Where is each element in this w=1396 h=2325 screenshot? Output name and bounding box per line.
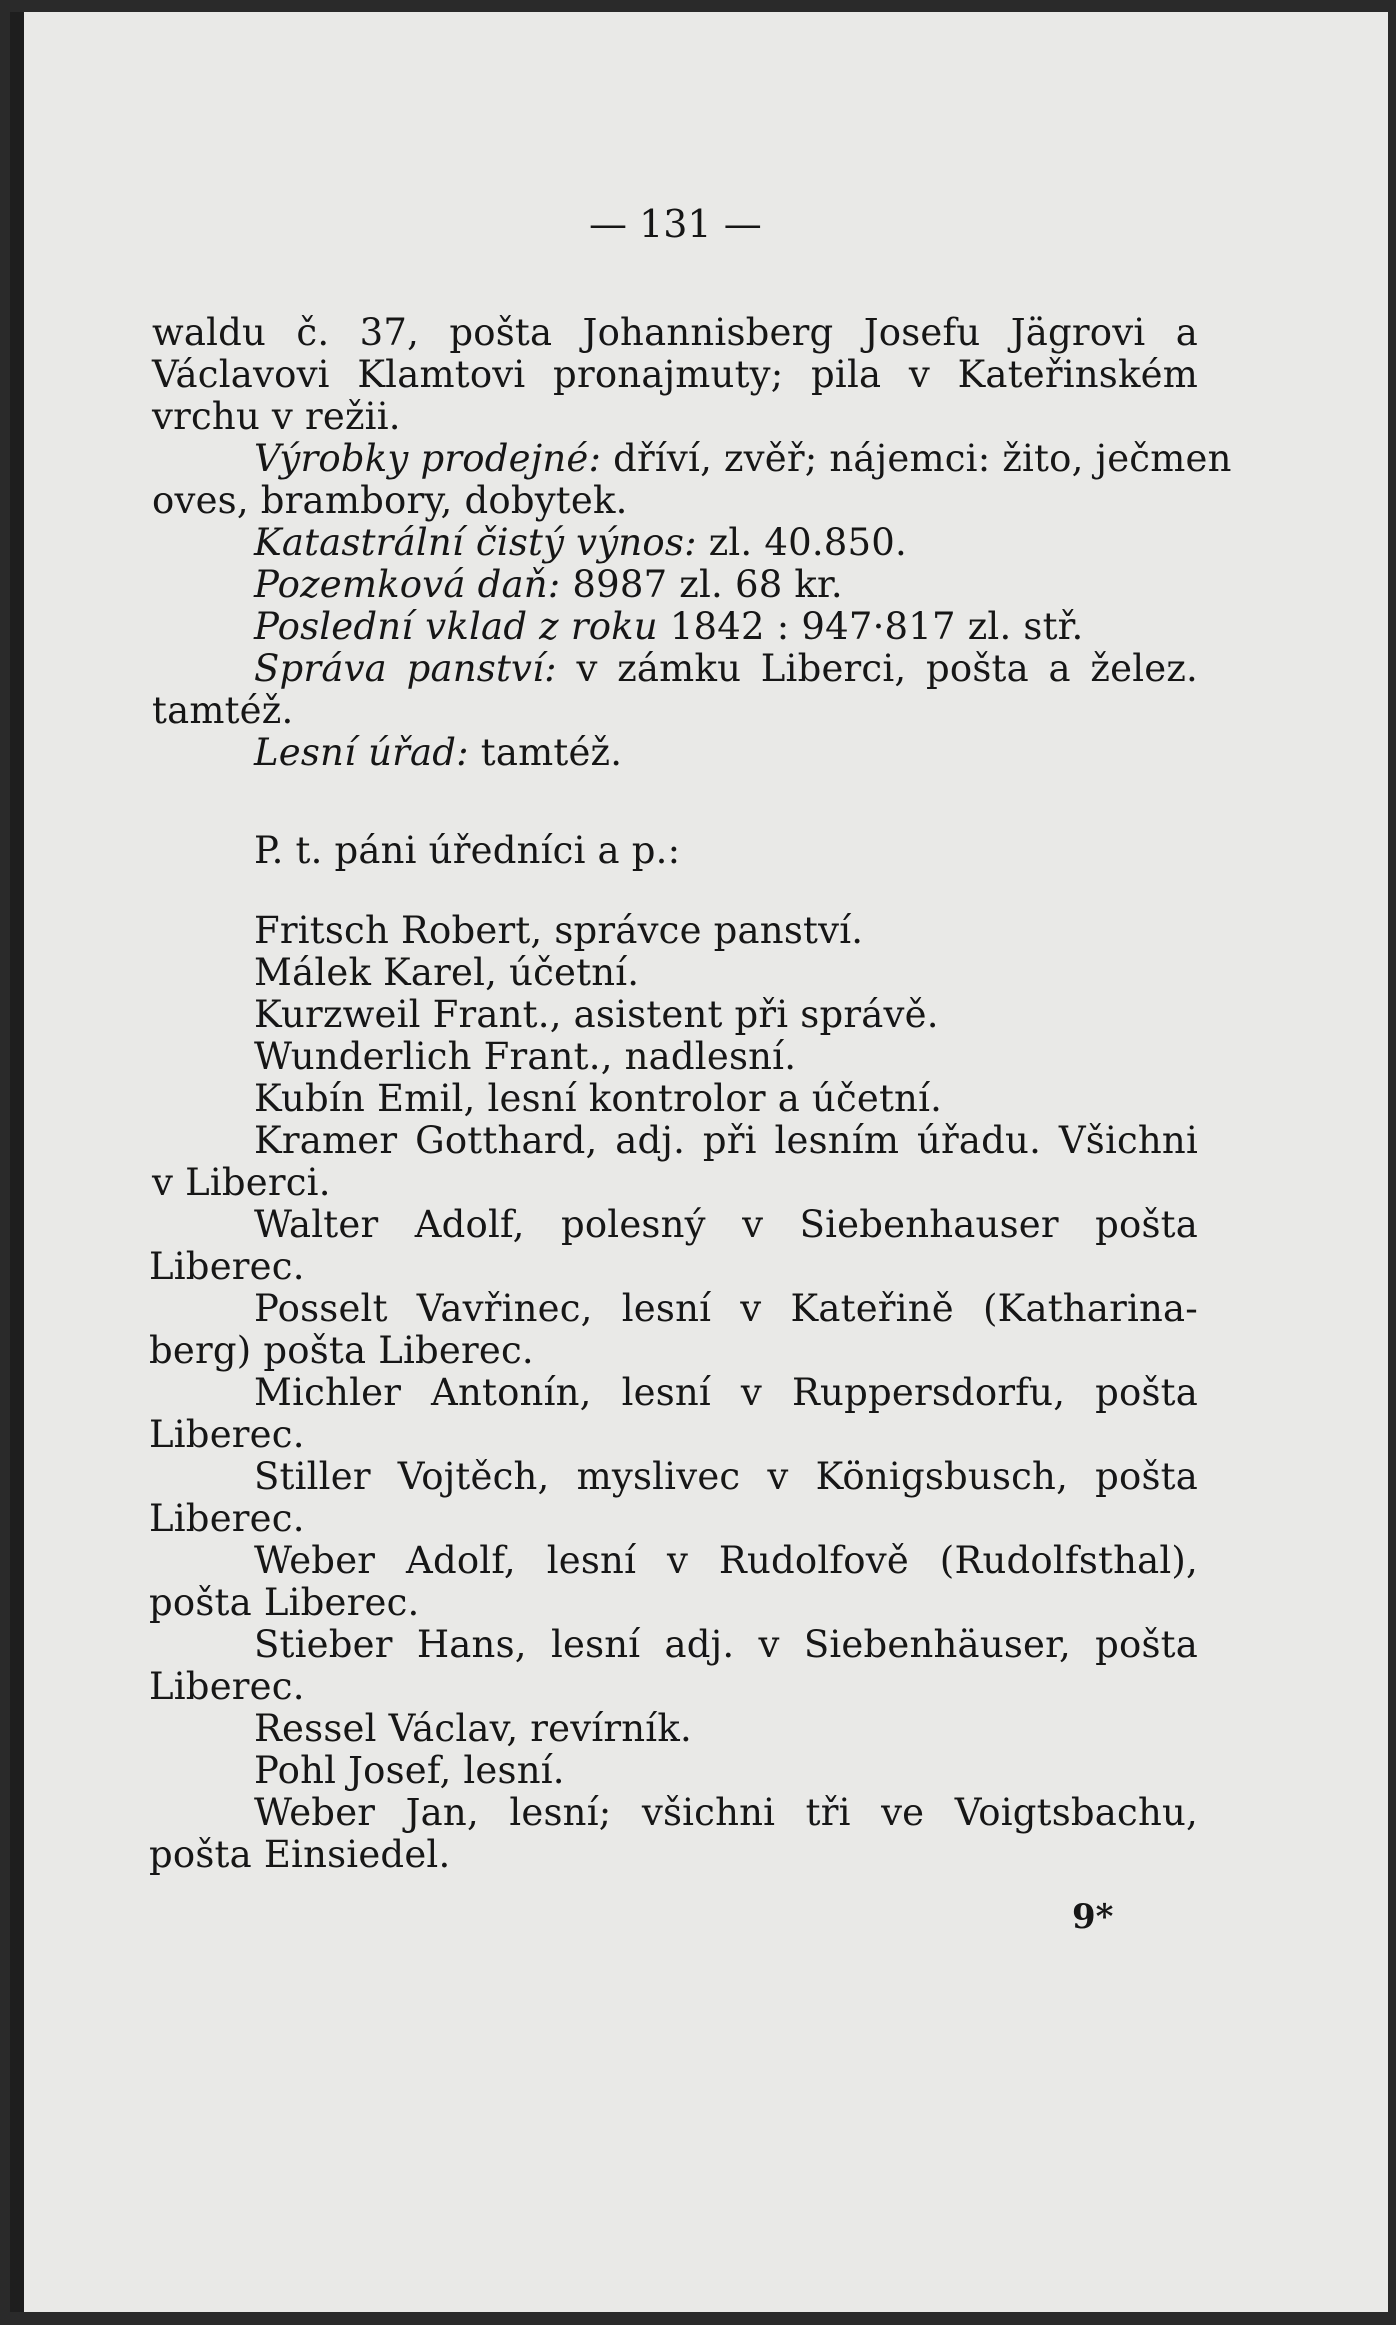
text-line [254,648,1198,690]
text-line: Kubín Emil, lesní kontrolor a účetní. [254,1077,943,1120]
field-label: Katastrální čistý výnos: [254,521,697,564]
text-line [254,564,843,606]
text-line: Málek Karel, účetní. [254,951,640,994]
field-label: Výrobky prodejné: [254,437,602,480]
text-line: oves, brambory, dobytek. [152,479,628,522]
text-line: Ressel Václav, revírník. [254,1707,692,1750]
book-page [10,12,1388,2312]
text-line: berg) pošta Liberec. [149,1329,534,1372]
text-line: Václavovi Klamtovi pronajmuty; pila v Kateřinském [152,353,1198,396]
text-line: Pohl Josef, lesní. [254,1749,565,1792]
text-line [254,606,1083,648]
text-line: vrchu v režii. [152,395,401,438]
text-line: Fritsch Robert, správce panství. [254,909,864,952]
text-line [254,438,1232,480]
text-line [254,732,622,774]
text-line: Kramer Gotthard, adj. při lesním úřadu. Všichni [254,1119,1198,1162]
text-line: waldu č. 37, pošta Johannisberg Josefu Jägrovi a [152,311,1198,354]
field-label: Pozemková daň: [254,563,561,606]
field-label: Správa panství: [254,647,557,690]
field-label: Poslední vklad z roku [254,605,658,648]
text-line: Liberec. [149,1245,305,1288]
text-line: Posselt Vavřinec, lesní v Kateřině (Katharina- [254,1287,1198,1330]
text-line: v Liberci. [152,1161,331,1204]
page-number: — 131 — [589,202,762,246]
text-line: Liberec. [149,1413,305,1456]
text-line [254,522,907,564]
text-line: Kurzweil Frant., asistent při správě. [254,993,939,1036]
field-value: 1842 : 947·817 zl. stř. [669,605,1084,648]
text-line: Weber Adolf, lesní v Rudolfově (Rudolfsthal), [254,1539,1198,1582]
text-line: Walter Adolf, polesný v Siebenhauser pošta [254,1203,1198,1246]
field-value: zl. 40.850. [708,521,907,564]
text-line: pošta Liberec. [149,1581,420,1624]
text-line: Liberec. [149,1665,305,1708]
text-line: tamtéž. [152,689,294,732]
text-line: Michler Antonín, lesní v Ruppersdorfu, pošta [254,1371,1198,1414]
field-label: Lesní úřad: [254,731,469,774]
field-value: tamtéž. [480,731,623,774]
section-heading: P. t. páni úředníci a p.: [254,829,681,872]
field-value: v zámku Liberci, pošta a želez. [576,647,1198,690]
text-line: Stiller Vojtěch, myslivec v Königsbusch, pošta [254,1455,1198,1498]
text-line: Stieber Hans, lesní adj. v Siebenhäuser, pošta [254,1623,1198,1666]
signature-mark: 9* [1072,1897,1114,1937]
field-value: 8987 zl. 68 kr. [572,563,843,606]
text-line: Weber Jan, lesní; všichni tři ve Voigtsbachu, [254,1791,1198,1834]
field-value: dříví, zvěř; nájemci: žito, ječmen [613,437,1232,480]
text-line: Wunderlich Frant., nadlesní. [254,1035,797,1078]
text-line: Liberec. [149,1497,305,1540]
text-line: pošta Einsiedel. [149,1833,451,1876]
